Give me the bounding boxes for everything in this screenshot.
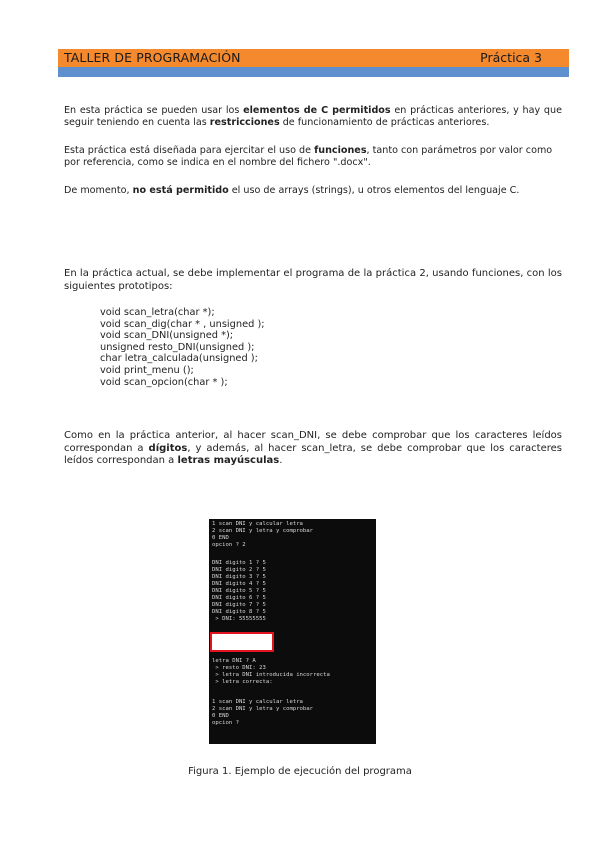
terminal-line: opcion ? 2: [212, 542, 246, 548]
terminal-line: DNI digito 5 ? 5: [212, 588, 266, 594]
terminal-line: DNI digito 6 ? 5: [212, 595, 266, 601]
header-accent-line: [58, 67, 569, 77]
header-practice-number: Práctica 3: [480, 50, 542, 65]
paragraph-not-allowed: [64, 185, 562, 197]
terminal-line: > resto DNI: 23: [212, 665, 266, 671]
terminal-line: > DNI: 55555555: [212, 616, 266, 622]
paragraph-allowed-elements: [64, 105, 562, 130]
paragraph-functions: [64, 145, 562, 170]
terminal-line: 2 scan DNI y letra y comprobar: [212, 706, 314, 712]
bold-text: no está permitido: [132, 185, 229, 196]
prototype-letra-calculada: char letra_calculada(unsigned );: [100, 353, 258, 365]
text-segment: , tanto con parámetros por valor como por referencia, como se indica en el nombre del fichero ".docx".: [64, 145, 553, 169]
bold-text: restricciones: [209, 117, 280, 129]
header-title: TALLER DE PROGRAMACIÓN: [64, 50, 241, 65]
bold-text: dígitos: [148, 442, 188, 454]
terminal-line: > letra DNI introducida incorrecta: [212, 672, 330, 678]
terminal-line: 0 END: [212, 535, 229, 541]
paragraph-validation: [64, 430, 562, 468]
text-segment: .: [279, 455, 283, 467]
terminal-line: DNI digito 7 ? 5: [212, 602, 266, 608]
prototype-print-menu: void print_menu ();: [100, 364, 194, 376]
paragraph-implementation: En la práctica actual, se debe implementar el programa de la práctica 2, usando funciones, con los siguientes prototipos:: [64, 268, 562, 292]
bold-text: letras mayúsculas: [177, 455, 280, 467]
terminal-line: 0 END: [212, 713, 229, 719]
text-segment: en prácticas anteriores, y hay que seguir teniendo en cuenta las: [64, 105, 562, 129]
terminal-line: DNI digito 2 ? 5: [212, 567, 266, 573]
prototype-scan-opcion: void scan_opcion(char * );: [100, 376, 228, 388]
terminal-line: > letra correcta:: [212, 679, 276, 685]
prototype-scan-dni: void scan_DNI(unsigned *);: [100, 330, 234, 342]
terminal-line: 1 scan DNI y calcular letra: [212, 521, 303, 527]
prototype-scan-letra: void scan_letra(char *);: [100, 307, 215, 318]
highlight-box: [210, 632, 274, 652]
terminal-line: 2 scan DNI y letra y comprobar: [212, 528, 314, 534]
terminal-line: DNI digito 4 ? 5: [212, 581, 266, 587]
text-segment: el uso de arrays (strings), u otros elementos del lenguaje C.: [228, 185, 520, 196]
text-segment: de funcionamiento de prácticas anteriores.: [279, 117, 490, 129]
prototype-resto-dni: unsigned resto_DNI(unsigned );: [100, 341, 255, 353]
figure-caption: Figura 1. Ejemplo de ejecución del programa: [188, 766, 412, 777]
bold-text: elementos de C permitidos: [243, 105, 391, 116]
terminal-line: DNI digito 8 ? 5: [212, 609, 266, 615]
terminal-line: DNI digito 1 ? 5: [212, 560, 266, 566]
terminal-line: opcion ?: [212, 720, 239, 726]
terminal-line: DNI digito 3 ? 5: [212, 574, 266, 580]
text-segment: Como en la práctica anterior, al hacer scan_DNI, se debe comprobar que los caracteres leídos correspondan a: [64, 430, 562, 454]
text-segment: De momento,: [64, 185, 133, 196]
prototype-list: [100, 307, 265, 388]
text-segment: , y además, al hacer scan_letra, se debe comprobar que los caracteres leídos correspondan a: [64, 442, 562, 467]
text-segment: Esta práctica está diseñada para ejercitar el uso de: [64, 145, 315, 156]
prototype-scan-dig: void scan_dig(char * , unsigned );: [100, 318, 265, 330]
bold-text: funciones: [314, 145, 367, 156]
terminal-line: letra DNI ? A: [212, 658, 256, 664]
text-segment: En esta práctica se pueden usar los: [64, 105, 244, 116]
terminal-line: 1 scan DNI y calcular letra: [212, 699, 303, 705]
